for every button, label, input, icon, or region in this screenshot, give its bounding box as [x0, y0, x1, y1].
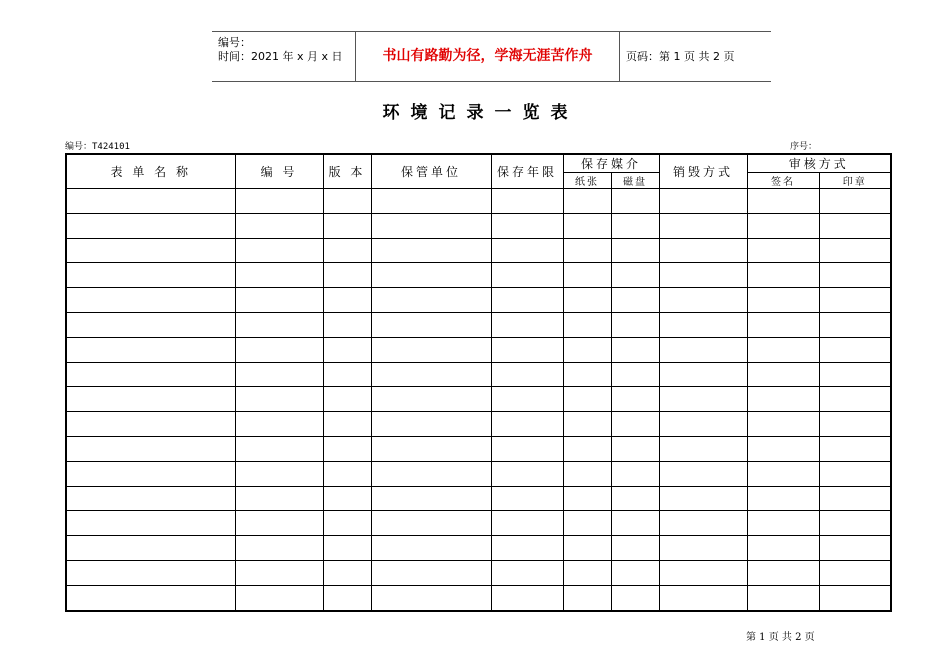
header-page-info: 页码：第 1 页 共 2 页 — [626, 50, 735, 63]
table-cell — [611, 461, 659, 486]
table-cell — [659, 560, 747, 585]
table-cell — [611, 486, 659, 511]
table-cell — [611, 312, 659, 337]
table-cell — [323, 288, 371, 313]
table-cell — [563, 337, 611, 362]
document-header — [212, 31, 771, 82]
table-cell — [323, 263, 371, 288]
col-header-review: 审核方式 — [747, 154, 891, 173]
table-cell — [819, 362, 891, 387]
table-cell — [747, 536, 819, 561]
table-cell — [819, 387, 891, 412]
table-cell — [66, 511, 235, 536]
table-cell — [491, 213, 563, 238]
table-row — [66, 412, 891, 437]
table-cell — [563, 412, 611, 437]
table-cell — [371, 312, 491, 337]
table-cell — [611, 412, 659, 437]
table-cell — [371, 337, 491, 362]
table-cell — [491, 288, 563, 313]
table-cell — [819, 189, 891, 214]
table-cell — [371, 288, 491, 313]
col-header-paper: 纸张 — [563, 173, 611, 189]
table-cell — [371, 461, 491, 486]
table-cell — [563, 436, 611, 461]
table-cell — [491, 238, 563, 263]
table-row — [66, 189, 891, 214]
table-cell — [747, 238, 819, 263]
table-row — [66, 213, 891, 238]
table-cell — [235, 536, 323, 561]
table-cell — [819, 486, 891, 511]
table-cell — [235, 560, 323, 585]
table-cell — [659, 387, 747, 412]
table-cell — [323, 337, 371, 362]
table-cell — [611, 436, 659, 461]
table-cell — [371, 387, 491, 412]
table-cell — [747, 337, 819, 362]
table-row — [66, 238, 891, 263]
table-cell — [819, 288, 891, 313]
table-cell — [747, 288, 819, 313]
table-cell — [235, 337, 323, 362]
table-cell — [371, 536, 491, 561]
table-cell — [371, 585, 491, 610]
table-cell — [371, 213, 491, 238]
table-row — [66, 436, 891, 461]
header-time-label: 时间：2021 年 x 月 x 日 — [218, 50, 343, 63]
table-cell — [819, 436, 891, 461]
table-cell — [491, 263, 563, 288]
table-cell — [659, 412, 747, 437]
table-cell — [323, 486, 371, 511]
table-cell — [747, 511, 819, 536]
table-cell — [323, 312, 371, 337]
table-cell — [491, 312, 563, 337]
table-cell — [819, 412, 891, 437]
table-cell — [747, 312, 819, 337]
table-row — [66, 362, 891, 387]
table-cell — [819, 263, 891, 288]
table-cell — [659, 288, 747, 313]
table-cell — [371, 263, 491, 288]
table-cell — [323, 436, 371, 461]
table-cell — [747, 412, 819, 437]
table-cell — [819, 312, 891, 337]
table-cell — [66, 288, 235, 313]
table-row — [66, 511, 891, 536]
table-cell — [491, 461, 563, 486]
table-cell — [66, 461, 235, 486]
table-cell — [323, 362, 371, 387]
table-cell — [563, 511, 611, 536]
table-cell — [66, 585, 235, 610]
table-cell — [563, 238, 611, 263]
table-cell — [235, 213, 323, 238]
col-header-period: 保存年限 — [491, 154, 563, 189]
table-cell — [747, 461, 819, 486]
table-cell — [491, 486, 563, 511]
col-header-name: 表 单 名 称 — [66, 154, 235, 189]
header-motto: 书山有路勤为径，学海无涯苦作舟 — [382, 48, 593, 64]
table-body — [66, 189, 891, 611]
table-cell — [563, 189, 611, 214]
table-cell — [66, 436, 235, 461]
table-cell — [491, 337, 563, 362]
table-cell — [747, 560, 819, 585]
table-cell — [659, 337, 747, 362]
col-header-sign: 签名 — [747, 173, 819, 189]
table-cell — [235, 362, 323, 387]
table-cell — [491, 560, 563, 585]
table-cell — [491, 436, 563, 461]
table-cell — [491, 511, 563, 536]
table-cell — [747, 436, 819, 461]
table-cell — [819, 536, 891, 561]
table-cell — [563, 461, 611, 486]
table-cell — [371, 560, 491, 585]
table-cell — [323, 238, 371, 263]
table-cell — [235, 412, 323, 437]
table-cell — [66, 387, 235, 412]
table-cell — [819, 585, 891, 610]
col-header-destroy: 销毁方式 — [659, 154, 747, 189]
col-header-version: 版 本 — [323, 154, 371, 189]
table-cell — [491, 387, 563, 412]
table-cell — [371, 189, 491, 214]
table-row — [66, 560, 891, 585]
table-cell — [323, 387, 371, 412]
table-cell — [611, 337, 659, 362]
table-cell — [659, 585, 747, 610]
table-cell — [659, 362, 747, 387]
table-cell — [235, 461, 323, 486]
table-cell — [819, 337, 891, 362]
table-cell — [611, 585, 659, 610]
table-cell — [323, 461, 371, 486]
table-cell — [66, 189, 235, 214]
table-cell — [235, 189, 323, 214]
page-footer: 第 1 页 共 2 页 — [746, 632, 815, 643]
table-cell — [235, 387, 323, 412]
table-cell — [611, 189, 659, 214]
records-table — [65, 153, 892, 612]
table-cell — [659, 486, 747, 511]
table-cell — [491, 189, 563, 214]
table-cell — [235, 288, 323, 313]
table-cell — [491, 362, 563, 387]
table-cell — [371, 238, 491, 263]
seq-label: 序号： — [790, 142, 818, 152]
table-cell — [563, 362, 611, 387]
doc-code: 编号：T424101 — [65, 142, 130, 152]
table-cell — [611, 560, 659, 585]
table-cell — [819, 511, 891, 536]
table-cell — [491, 412, 563, 437]
table-cell — [323, 213, 371, 238]
table-cell — [659, 189, 747, 214]
table-cell — [371, 436, 491, 461]
table-cell — [235, 436, 323, 461]
col-header-number: 编 号 — [235, 154, 323, 189]
table-cell — [491, 536, 563, 561]
table-row — [66, 263, 891, 288]
table-cell — [323, 511, 371, 536]
table-cell — [659, 263, 747, 288]
table-cell — [611, 288, 659, 313]
table-cell — [323, 189, 371, 214]
header-number-label: 编号： — [218, 36, 251, 49]
table-cell — [235, 585, 323, 610]
table-cell — [66, 560, 235, 585]
table-cell — [66, 536, 235, 561]
table-cell — [659, 312, 747, 337]
table-cell — [66, 337, 235, 362]
table-cell — [323, 560, 371, 585]
table-cell — [659, 536, 747, 561]
table-cell — [659, 213, 747, 238]
table-cell — [611, 387, 659, 412]
table-cell — [66, 362, 235, 387]
table-cell — [563, 213, 611, 238]
table-row — [66, 486, 891, 511]
table-cell — [66, 213, 235, 238]
table-cell — [611, 511, 659, 536]
table-cell — [611, 238, 659, 263]
table-cell — [563, 536, 611, 561]
table-cell — [371, 412, 491, 437]
col-header-disk: 磁盘 — [611, 173, 659, 189]
table-cell — [323, 412, 371, 437]
table-cell — [747, 263, 819, 288]
header-meta — [212, 32, 355, 81]
table-cell — [66, 412, 235, 437]
table-cell — [563, 486, 611, 511]
col-header-unit: 保管单位 — [371, 154, 491, 189]
table-cell — [747, 585, 819, 610]
table-cell — [66, 238, 235, 263]
table-cell — [611, 362, 659, 387]
table-cell — [563, 263, 611, 288]
table-cell — [371, 511, 491, 536]
header-divider — [619, 32, 620, 81]
table-cell — [819, 238, 891, 263]
table-cell — [323, 536, 371, 561]
table-cell — [371, 486, 491, 511]
table-cell — [235, 238, 323, 263]
table-cell — [235, 511, 323, 536]
table-cell — [611, 213, 659, 238]
table-cell — [563, 585, 611, 610]
col-header-media: 保存媒介 — [563, 154, 659, 173]
table-row — [66, 387, 891, 412]
table-cell — [819, 213, 891, 238]
table-cell — [66, 486, 235, 511]
table-cell — [659, 436, 747, 461]
table-row — [66, 461, 891, 486]
table-cell — [371, 362, 491, 387]
table-cell — [235, 312, 323, 337]
table-cell — [611, 263, 659, 288]
table-cell — [235, 486, 323, 511]
table-cell — [819, 461, 891, 486]
table-cell — [491, 585, 563, 610]
table-cell — [659, 511, 747, 536]
page-title: 环境记录一览表 — [382, 103, 579, 123]
table-cell — [563, 288, 611, 313]
table-row — [66, 337, 891, 362]
table-cell — [323, 585, 371, 610]
table-cell — [819, 560, 891, 585]
table-cell — [66, 263, 235, 288]
table-row — [66, 312, 891, 337]
table-cell — [611, 536, 659, 561]
table-row — [66, 288, 891, 313]
table-cell — [747, 387, 819, 412]
table-row — [66, 536, 891, 561]
table-cell — [659, 461, 747, 486]
table-cell — [747, 362, 819, 387]
table-cell — [66, 312, 235, 337]
table-cell — [235, 263, 323, 288]
table-cell — [563, 560, 611, 585]
table-row — [66, 585, 891, 610]
table-cell — [659, 238, 747, 263]
table-cell — [563, 312, 611, 337]
table-cell — [563, 387, 611, 412]
table-cell — [747, 213, 819, 238]
table-cell — [747, 486, 819, 511]
table-cell — [747, 189, 819, 214]
col-header-seal: 印章 — [819, 173, 891, 189]
